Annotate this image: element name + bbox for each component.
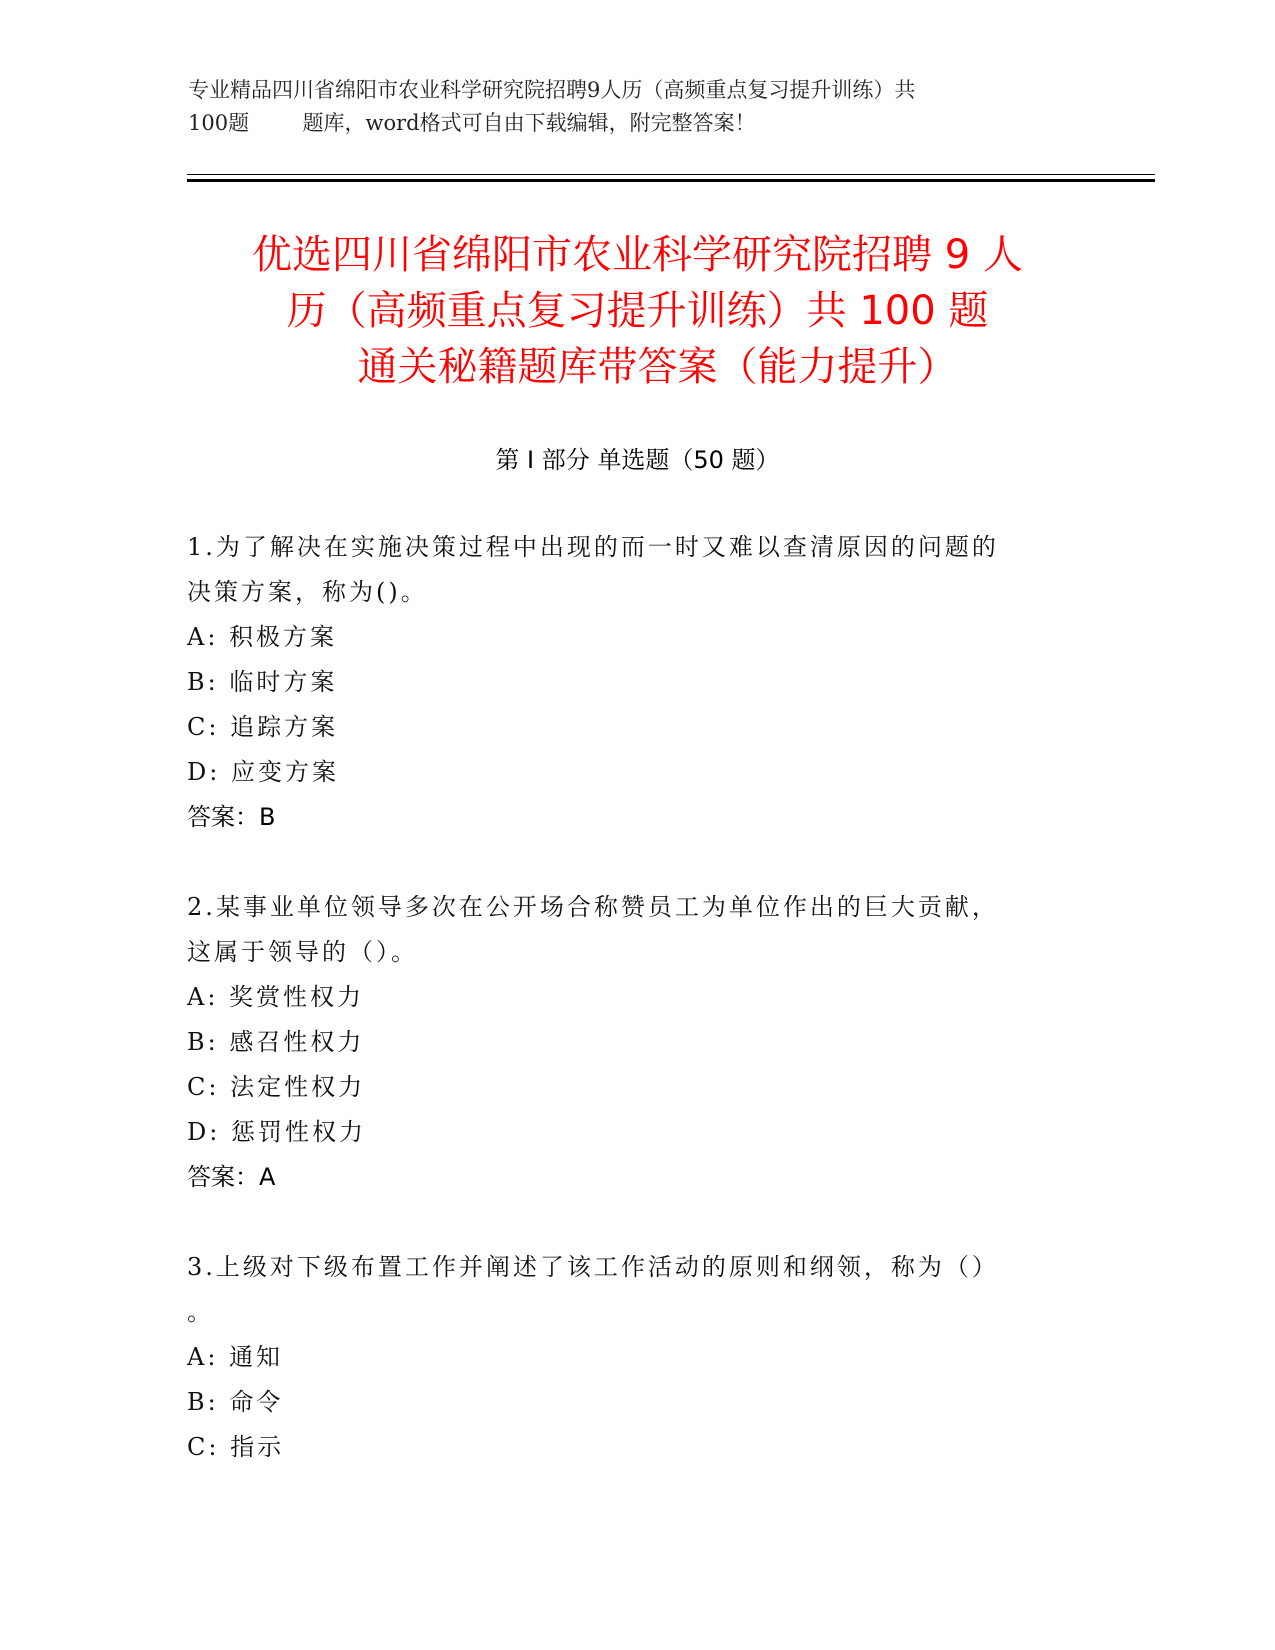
question-1	[187, 525, 1067, 840]
answer: 答案：A	[187, 1163, 276, 1191]
answer: 答案：B	[187, 803, 276, 831]
question-list	[187, 525, 1067, 1515]
option-d: D: 应变方案	[187, 758, 339, 786]
header-divider-thin	[187, 174, 1155, 175]
option-d: D: 惩罚性权力	[187, 1118, 366, 1146]
title-line-3: 通关秘籍题库带答案（能力提升）	[357, 344, 958, 390]
page-header	[188, 74, 1068, 140]
option-b: B: 感召性权力	[187, 1028, 365, 1056]
document-title	[150, 227, 1125, 395]
option-a: A: 通知	[187, 1343, 284, 1371]
option-a: A: 奖赏性权力	[187, 983, 365, 1011]
question-stem-line: 1.为了解决在实施决策过程中出现的而一时又难以查清原因的问题的	[187, 533, 999, 561]
header-divider-thick	[187, 179, 1155, 182]
option-a: A: 积极方案	[187, 623, 338, 651]
question-stem-line: 决策方案，称为()。	[187, 578, 428, 606]
question-2	[187, 885, 1067, 1200]
header-line-1: 专业精品四川省绵阳市农业科学研究院招聘9人历（高频重点复习提升训练）共	[188, 78, 916, 102]
header-line-2: 100题 题库，word格式可自由下载编辑，附完整答案！	[188, 111, 756, 135]
option-c: C: 法定性权力	[187, 1073, 366, 1101]
question-stem-line: 这属于领导的（）。	[187, 938, 418, 966]
title-line-1: 优选四川省绵阳市农业科学研究院招聘 9 人	[252, 232, 1023, 278]
option-b: B: 命令	[187, 1388, 284, 1416]
option-c: C: 指示	[187, 1433, 285, 1461]
title-line-2: 历（高频重点复习提升训练）共 100 题	[286, 288, 989, 334]
question-3	[187, 1245, 1067, 1470]
question-stem-line: 3.上级对下级布置工作并阐述了该工作活动的原则和纲领，称为（）	[187, 1253, 999, 1281]
question-stem-line: 2.某事业单位领导多次在公开场合称赞员工为单位作出的巨大贡献，	[187, 893, 999, 921]
section-title: 第 I 部分 单选题（50 题）	[495, 446, 780, 474]
option-c: C: 追踪方案	[187, 713, 339, 741]
question-stem-line: 。	[187, 1298, 214, 1326]
option-b: B: 临时方案	[187, 668, 338, 696]
